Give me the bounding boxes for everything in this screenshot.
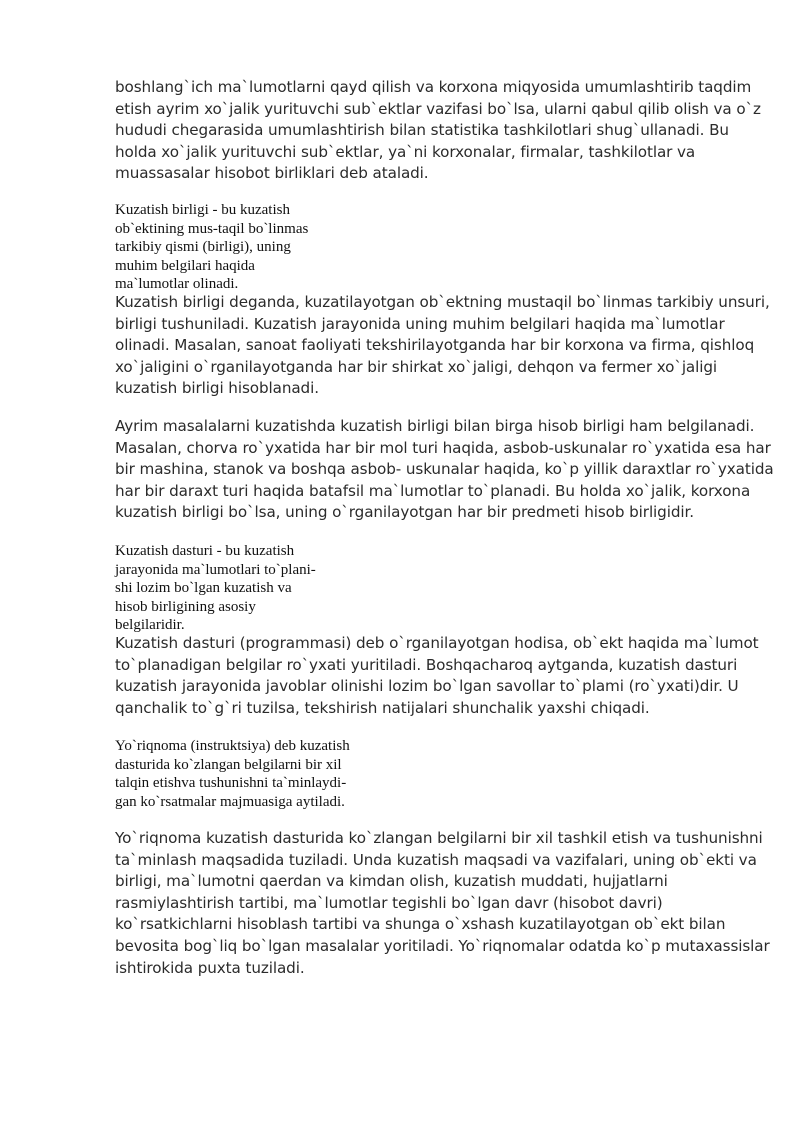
text-line: birligi, ma`lumotni qaerdan va kimdan olish, kuzatish muddati, hujjatlarni [115,872,668,891]
text-line: bir mashina, stanok va boshqa asbob- uskunalar haqida, ko`p yillik daraxtlar ro`yxatida [115,460,774,479]
definition-line: jarayonida ma`lumotlari to`plani- [115,561,316,578]
text-line: muassasalar hisobot birliklari deb ataladi. [115,164,429,183]
text-line: holda xo`jalik yurituvchi sub`ektlar, ya`ni korxonalar, firmalar, tashkilotlar va [115,142,696,161]
text-line: Kuzatish birligi deganda, kuzatilayotgan ob`ektning mustaqil bo`linmas tarkibiy unsuri, [115,293,770,311]
paragraph-observation-program [115,633,759,719]
text-line: boshlang`ich ma`lumotlarni qayd qilish va korxona miqyosida umumlashtirib taqdim [115,78,752,96]
text-line: ishtirokida puxta tuziladi. [115,958,305,977]
text-line: qanchalik to`g`ri tuzilsa, tekshirish natijalari shunchalik yaxshi chiqadi. [115,698,650,717]
text-line: har bir daraxt turi haqida batafsil ma`lumotlar to`planadi. Bu holda xo`jalik, korxona [115,481,751,500]
text-line: kuzatish jarayonida javoblar olinishi lozim bo`lgan savollar to`plami (ro`yxati)dir. U [115,677,739,696]
definition-line: Yo`riqnoma (instruktsiya) deb kuzatish [115,738,350,754]
text-line: to`planadigan belgilar ro`yxati yuritiladi. Boshqacharoq aytganda, kuzatish dasturi [115,655,738,674]
definition-line: ob`ektining mus-taqil bo`linmas [115,220,309,237]
paragraph-accounting-unit [115,416,774,524]
definition-line: shi lozim bo`lgan kuzatish va [115,580,292,597]
paragraph-observation-unit [115,292,770,400]
text-line: etish ayrim xo`jalik yurituvchi sub`ektlar vazifasi bo`lsa, ularni qabul qilib olish va o`z [115,99,761,118]
definition-instruction [115,737,350,811]
text-line: olinadi. Masalan, sanoat faoliyati tekshirilayotganda har bir korxona va firma, qishloq [115,336,755,355]
text-line: ko`rsatkichlarni hisoblash tartibi va shunga o`xshash kuzatilayotgan ob`ekt bilan [115,915,726,934]
definition-line: Kuzatish dasturi - bu kuzatish [115,543,295,559]
text-line: rasmiylashtirish tartibi, ma`lumotlar tegishli bo`lgan davr (hisobot davri) [115,893,663,912]
text-line: kuzatish birligi bo`lsa, uning o`rganilayotgan har bir predmeti hisob birligidir. [115,503,694,522]
definition-observation-program [115,542,316,635]
text-line: Yo`riqnoma kuzatish dasturida ko`zlangan belgilarni bir xil tashkil etish va tushunishni [115,829,763,847]
text-line: bevosita bog`liq bo`lgan masalalar yoritiladi. Yo`riqnomalar odatda ko`p mutaxassislar [115,936,770,955]
paragraph-reporting-units [115,77,761,185]
definition-line: belgilaridir. [115,617,185,634]
text-line: ta`minlash maqsadida tuziladi. Unda kuzatish maqsadi va vazifalari, uning ob`ekti va [115,850,757,869]
text-line: Kuzatish dasturi (programmasi) deb o`rganilayotgan hodisa, ob`ekt haqida ma`lumot [115,634,759,652]
paragraph-instruction [115,828,770,979]
text-line: birligi tushuniladi. Kuzatish jarayonida uning muhim belgilari haqida ma`lumotlar [115,314,725,333]
definition-line: hisob birligining asosiy [115,598,256,615]
definition-line: gan ko`rsatmalar majmuasiga aytiladi. [115,793,345,810]
definition-line: muhim belgilari haqida [115,257,255,274]
text-line: hududi chegarasida umumlashtirish bilan statistika tashkilotlari shug`ullanadi. Bu [115,121,729,140]
definition-line: ma`lumotlar olinadi. [115,276,239,293]
text-line: kuzatish birligi hisoblanadi. [115,379,319,398]
text-line: Ayrim masalalarni kuzatishda kuzatish birligi bilan birga hisob birligi ham belgilanadi. [115,417,755,435]
definition-observation-unit [115,201,308,294]
definition-line: tarkibiy qismi (birligi), uning [115,239,291,256]
text-line: xo`jaligini o`rganilayotganda har bir shirkat xo`jaligi, dehqon va fermer xo`jaligi [115,357,718,376]
definition-line: Kuzatish birligi - bu kuzatish [115,202,290,218]
text-line: Masalan, chorva ro`yxatida har bir mol turi haqida, asbob-uskunalar ro`yxatida esa har [115,438,771,457]
definition-line: talqin etishva tushunishni ta`minlaydi- [115,775,347,792]
definition-line: dasturida ko`zlangan belgilarni bir xil [115,756,342,773]
